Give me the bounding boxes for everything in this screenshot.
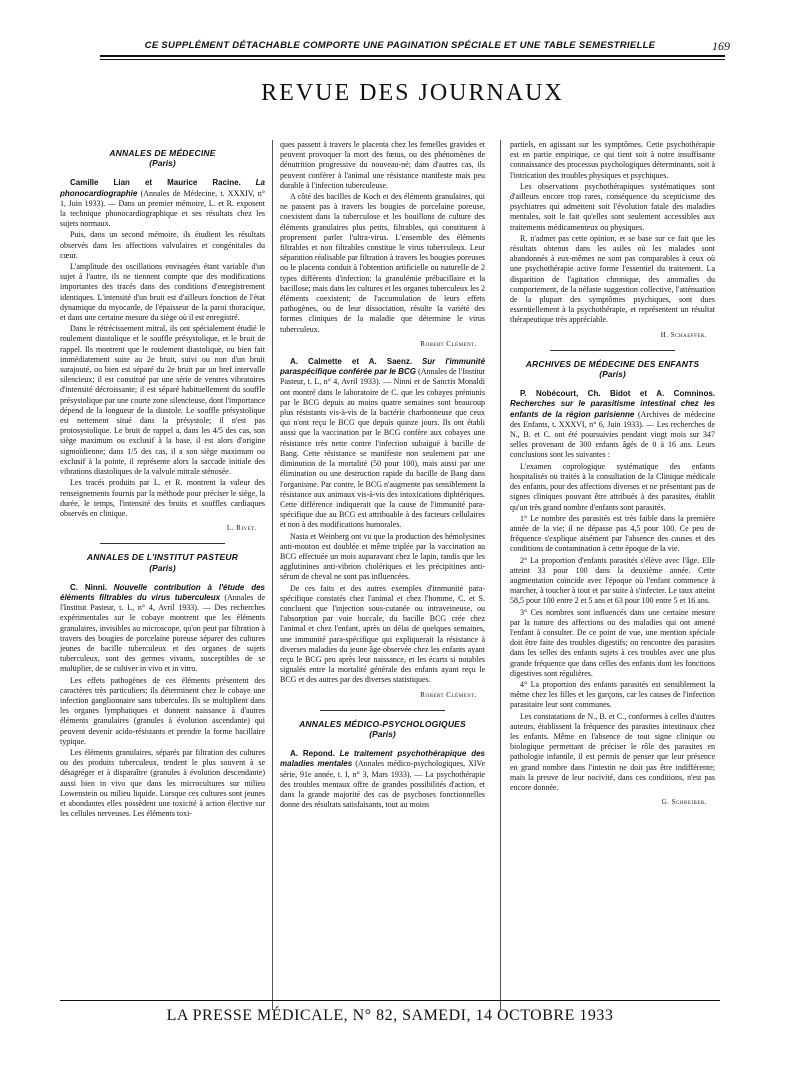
reviewer-signature: L. Rivet.: [226, 524, 257, 533]
header-rule-thin: [100, 59, 725, 60]
article-paragraph: Dans le rétrécissement mitral, ils ont spécialement étudié le roulement diastolique et le souffle présystolique, et le bruit de rappel. Ils montrent que le roulement diastolique, ou bien fait immédiatement suite au 2e bruit, suivi ou non d'un bruit surajouté, ou bien est séparé du 2e bruit par un bref intervalle silencieux; il est constitué par une série de ventres vibratoires d'intensité décroissante; il est séparé habituellement du souffle présystolique par une courte zone silencieuse, dont l'importance dépend de la longueur de la diastole. Le souffle présystolique est nettement situé dans la présystole; il n'est pas protosystolique. Le bruit de rappel a, dans les 4/5 des cas, son siège maximum ou exclusif à la base, il est alors d'origine sigmoïdienne; dans 1/5 des cas, il a son siège maximum ou exclusif à la pointe, il représente alors la saccade initiale des vibrations diastoliques de la valvule mitrale sténosée.: [60, 324, 265, 477]
article-paragraph: L'examen coprologique systématique des enfants hospitalisés ou traités à la consultation de la Clinique médicale des enfants, pour des affections diverses et ne présentant pas de signes cliniques pouvant être attribués à des parasites, établit qu'un très grand nombre d'enfants sont parasités.: [510, 461, 715, 512]
article-authors: A. Calmette et A. Saenz.: [290, 357, 413, 367]
article-title: La phonocardiographie: [60, 178, 265, 198]
article-paragraph: ques passent à travers le placenta chez les femelles gravides et peuvent provoquer la mort des fœtus, ou des phénomènes de dénutrition progressive du nouveau-né; dans d'autres cas, ils peuvent conférer à l'animal une résistance manifeste mais peu durable à l'infection tuberculeuse.: [280, 140, 485, 190]
column-divider: [500, 140, 501, 1010]
article-paragraph: 4° La proportion des enfants parasités est sensiblement la même chez les filles et les garçons, car les causes de l'infection parasitaire leur sont communes.: [510, 679, 715, 710]
column-1: [60, 140, 265, 820]
article-paragraph: [280, 749, 485, 810]
supplement-banner: CE SUPPLÉMENT DÉTACHABLE COMPORTE UNE PAGINATION SPÉCIALE ET UNE TABLE SEMESTRIELLE: [144, 40, 656, 51]
article-paragraph: 3° Ces nombres sont influencés dans une certaine mesure par la nature des affections ou des maladies qui ont amené l'enfant à consulter. De ce point de vue, une mention spéciale doit être faite des troubles digestifs; on rencontre des parasites dans les selles des enfants sujets à ces troubles avec une plus grande fréquence que dans celles des enfants dont les fonctions digestives sont régulières.: [510, 607, 715, 678]
article-paragraph: De ces faits et des autres exemples d'immunité para-spécifique constatés chez l'animal et chez l'homme, C. et S. concluent que l'injection sous-cutanée ou intraveineuse, ou l'absorption par voie buccale, du bacille BCG crée chez l'animal et chez l'enfant, après un délai de quelques semaines, une immunité para-spécifique qui expliquerait la résistance à diverses maladies du jeune âge observée chez les enfants ayant reçu le BCG peu après leur naissance, et les écarts si notables signalés entre la mortalité générale des enfants ayant reçu le BCG et des autres par des diverses statistiques.: [280, 583, 485, 685]
article-paragraph: Puis, dans un second mémoire, ils étudient les résultats observés dans les affections valvulaires et congénitales du cœur.: [60, 230, 265, 260]
article-reference: (Annales de l'Institut Pasteur, t. L, n° 4, Avril 1933). — Ninni et de Sanctis Monaldi ont montré dans le laboratoire de C. que les cobayes prémunis par le BCG depuis au moins quatre semaines sont beaucoup plus résistants vis-à-vis de la bactérie charbonneuse que ceux qui n'ont reçu le BCG que depuis quinze jours. Ils ont établi aussi que la vaccination par le BCG confère aux cobayes une résistance très nette contre l'infection subaiguë à bacille de Bang. Cette résistance se manifeste non seulement par une diminution de la mortalité (50 pour 100), mais aussi par une élimination ou une destruction rapide du bacille de Bang dans l'organisme. Par contre, le BCG n'augmente pas sensiblement la résistance aux animaux vis-à-vis des intoxications diphtériques. Cette différence indiquerait que la cause de l'immunité para-spécifique due au BCG est attribuable à des facteurs cellulaires et non à des modifications humorales.: [280, 367, 486, 530]
column-divider: [272, 140, 273, 1010]
article-title: Recherches sur le parasitisme intestinal chez les enfants de la région parisienne: [510, 399, 715, 419]
article-paragraph: [280, 357, 485, 530]
article-title: Nouvelle contribution à l'étude des éléments filtrables du virus tuberculeux: [60, 582, 266, 602]
section-divider: [550, 350, 675, 351]
section-title: ANNALES MÉDICO-PSYCHOLOGIQUES: [299, 718, 466, 729]
reviewer-signature: Robert Clément.: [420, 690, 477, 699]
page-footer: [60, 1000, 720, 1025]
article-reference: (Annales de Médecine, t. XXXIV, n° 1, Juin 1933). — Dans un premier mémoire, L. et R. exposent la technique phonocardiographique et ses résultats chez les sujets normaux.: [60, 188, 266, 229]
article-paragraph: 2° La proportion d'enfants parasités s'élève avec l'âge. Elle atteint 33 pour 100 dans la deuxième année. Cette augmentation coïncide avec l'époque où l'enfant commence à marcher, à toucher à tout et par suite à s'infecter. Le taux atteint 58,5 pour 100 entre 2 et 5 ans et 63 pour 100 entre 5 et 16 ans.: [510, 555, 715, 606]
article-paragraph: Les tracés produits par L. et R. montrent la valeur des renseignements fournis par la méthode pour préciser le siège, la durée, le temps, l'intensité des bruits et souffles cardiaques observés en clinique.: [60, 478, 265, 518]
column-2: [280, 140, 485, 811]
article-paragraph: Les observations psychothérapiques systématiques sont d'ailleurs encore trop rares, conséquence du scepticisme des psychiatres qui admettent soit l'évolution fatale des maladies mentales, soit le fait qu'elles sont seulement accessibles aux traitements médicamenteux ou physiques.: [510, 181, 715, 232]
article-paragraph: [60, 583, 265, 675]
article-authors: A. Repond.: [290, 749, 335, 759]
section-title: ARCHIVES DE MÉDECINE DES ENFANTS: [525, 358, 700, 369]
article-paragraph: L'amplitude des oscillations envisagées étant variable d'un sujet à l'autre, ils ne tiennent compte que des modifications importantes des tracés dans des conditions d'enregistrement identiques. L'intensité d'un bruit est d'ailleurs fonction de l'état dynamique du myocarde, de l'épaisseur de la paroi thoracique, et dans une certaine mesure du siège où il est enregistré.: [60, 262, 265, 323]
article-reference: (Annales médico-psychologiques, XIVe série, 91e année, t. I, n° 3, Mars 1933). — La psychothérapie des troubles mentaux offre de grandes possibilités d'action, et dans la grande majorité des cas de psychoses fonctionnelles donne des résultats satisfaisants, tout au moins: [280, 759, 485, 810]
article-authors: Camille Lian et Maurice Racine.: [70, 178, 241, 188]
article-authors: P. Nobécourt, Ch. Bidot et A. Comninos.: [520, 389, 715, 399]
article-paragraph: Nasta et Weinberg ont vu que la production des hémolysines anti-mouton est doublée et même triplée par la vaccination au BCG effectuée un mois auparavant chez le lapin, tandis que les agglutinines anti-vibrion cholériques et les précipitines anti-sérum de cheval ne sont pas influencées.: [280, 531, 485, 582]
header-rule: [100, 55, 725, 57]
article-paragraph: Les constatations de N., B. et C., conformes à celles d'autres auteurs, établissent la fréquence des parasites intestinaux chez les enfants. Même en l'absence de tout signe clinique ou biologique permettant de préciser le rôle des parasites en pathologie infantile, il est permis de penser que leur présence en grand nombre dans l'intestin ne doit pas être indifférente; mais la preuve de leur nocivité, dans ces conditions, n'est pas encore donnée.: [510, 711, 715, 792]
section-title: ANNALES DE L'INSTITUT PASTEUR: [86, 552, 239, 563]
column-3: [510, 140, 715, 815]
reviewer-signature: Robert Clément.: [420, 339, 477, 348]
article-reference: (Annales de l'Institut Pasteur, t. L, n° 4, Avril 1933). — Des recherches expérimentales sur le cobaye montrent que les éléments granulaires, invisibles au microscope, qu'on peut par filtration à travers des bougies de porcelaine poreuse séparer des cultures jeunes de bacille tuberculeux et des organes de sujets tuberculeux, sont des germes vivants, susceptibles de se multiplier, de se cultiver in vivo et in vitro.: [60, 592, 265, 674]
article-authors: C. Ninni.: [70, 582, 108, 592]
reviewer-signature: H. Schaeffer.: [660, 330, 707, 339]
article-paragraph: partiels, en agissant sur les symptômes. Cette psychothérapie est en partie empirique, ce qui tient soit à notre insuffisante connaissance des processus psychologiques déterminants, soit à l'intrication des troubles physiques et psychiques.: [510, 140, 715, 180]
page-number: 169: [712, 39, 730, 53]
article-paragraph: [60, 178, 265, 229]
article-reference: (Archives de médecine des Enfants, t. XXXVI, n° 6, Juin 1933). — Les recherches de N., B. et C. ont été poursuivies pendant vingt mois sur 347 selles provenant de 300 enfants âgés de 0 à 16 ans. Leurs conclusions sont les suivantes :: [510, 409, 716, 460]
masthead-title: REVUE DES JOURNAUX: [261, 80, 564, 106]
section-subtitle: (Paris): [149, 158, 176, 169]
footer-journal-line: LA PRESSE MÉDICALE, N° 82, SAMEDI, 14 OCTOBRE 1933: [166, 1007, 614, 1024]
article-paragraph: [510, 389, 715, 460]
section-subtitle: (Paris): [369, 728, 396, 739]
section-divider: [320, 710, 445, 711]
article-paragraph: A côté des bacilles de Koch et des éléments granulaires, qui ne passent pas à travers les bougies de porcelaine poreuse, coexistent dans la tuberculose et les bouillons de culture des éléments granulaires plus petits, filtrables, qui constituent à proprement parler l'ultra-virus. L'ensemble des éléments filtrables et non filtrables constitue le virus tuberculeux. Leur séparation réalisable par filtration à travers les bougies poreuses ou le placenta conduit à l'obtention artificielle ou naturelle de 2 types différents d'infection: la granulémie prébacillaire et la bacillose; mais dans les cultures et les organes tuberculeux les 2 éléments coexistent; de l'accumulation de leurs effets pathogènes, ou de leur dissociation, résulte la variété des formes cliniques de la maladie que détermine le virus tuberculeux.: [280, 192, 485, 334]
article-paragraph: 1° Le nombre des parasités est très faible dans la première année de la vie; il ne dépasse pas 4,5 pour 100. Ce peu de fréquence s'explique aisément par l'absence des causes et des conditions de contamination à cette époque de la vie.: [510, 513, 715, 554]
section-subtitle: (Paris): [599, 369, 626, 380]
article-title: Sur l'immunité paraspécifique conférée par le BCG: [280, 357, 486, 377]
section-divider: [100, 543, 225, 544]
footer-rule: [60, 1000, 720, 1001]
section-subtitle: (Paris): [149, 562, 176, 573]
article-title: Le traitement psychothérapique des maladies mentales: [280, 749, 486, 769]
reviewer-signature: G. Schreiber.: [661, 798, 707, 807]
article-paragraph: Les effets pathogènes de ces éléments présentent des caractères très particuliers; ils déterminent chez le cobaye une infection ganglionnaire sans tubercules. Ils se multiplient dans les organes lymphatiques et donnent naissance à d'autres éléments granulaires (granules à évolution ascendante) qui peuvent devenir acido-résistants et prendre la forme bacillaire typique.: [60, 675, 265, 746]
section-title: ANNALES DE MÉDECINE: [109, 148, 216, 158]
article-paragraph: Les éléments granulaires, séparés par filtration des cultures ou des produits tuberculeux, tendent le plus souvent à se désagréger et à disparaître (granules à évolution descendante) aussi bien in vivo que dans les microcultures sur milieu Lowenstein ou milieu liquide. Lorsque ces cultures sont jeunes et abondantes elles possèdent une toxicité à action élective sur les cellules nerveuses. Les éléments toxi-: [60, 747, 265, 819]
article-paragraph: R. n'admet pas cette opinion, et se base sur ce fait que les résultats obtenus dans les asiles où les malades sont abandonnés à eux-mêmes ne sont pas comparables à ceux où une psychothérapie active forme l'essentiel du traitement. La disparition de l'agitation chronique, des anomalies du comportement, de la néfaste suggestion collective, l'atténuation de la plupart des symptômes psychiques, sont dues essentiellement à la psychothérapie, et représentent un résultat thérapeutique très appréciable.: [510, 233, 715, 325]
